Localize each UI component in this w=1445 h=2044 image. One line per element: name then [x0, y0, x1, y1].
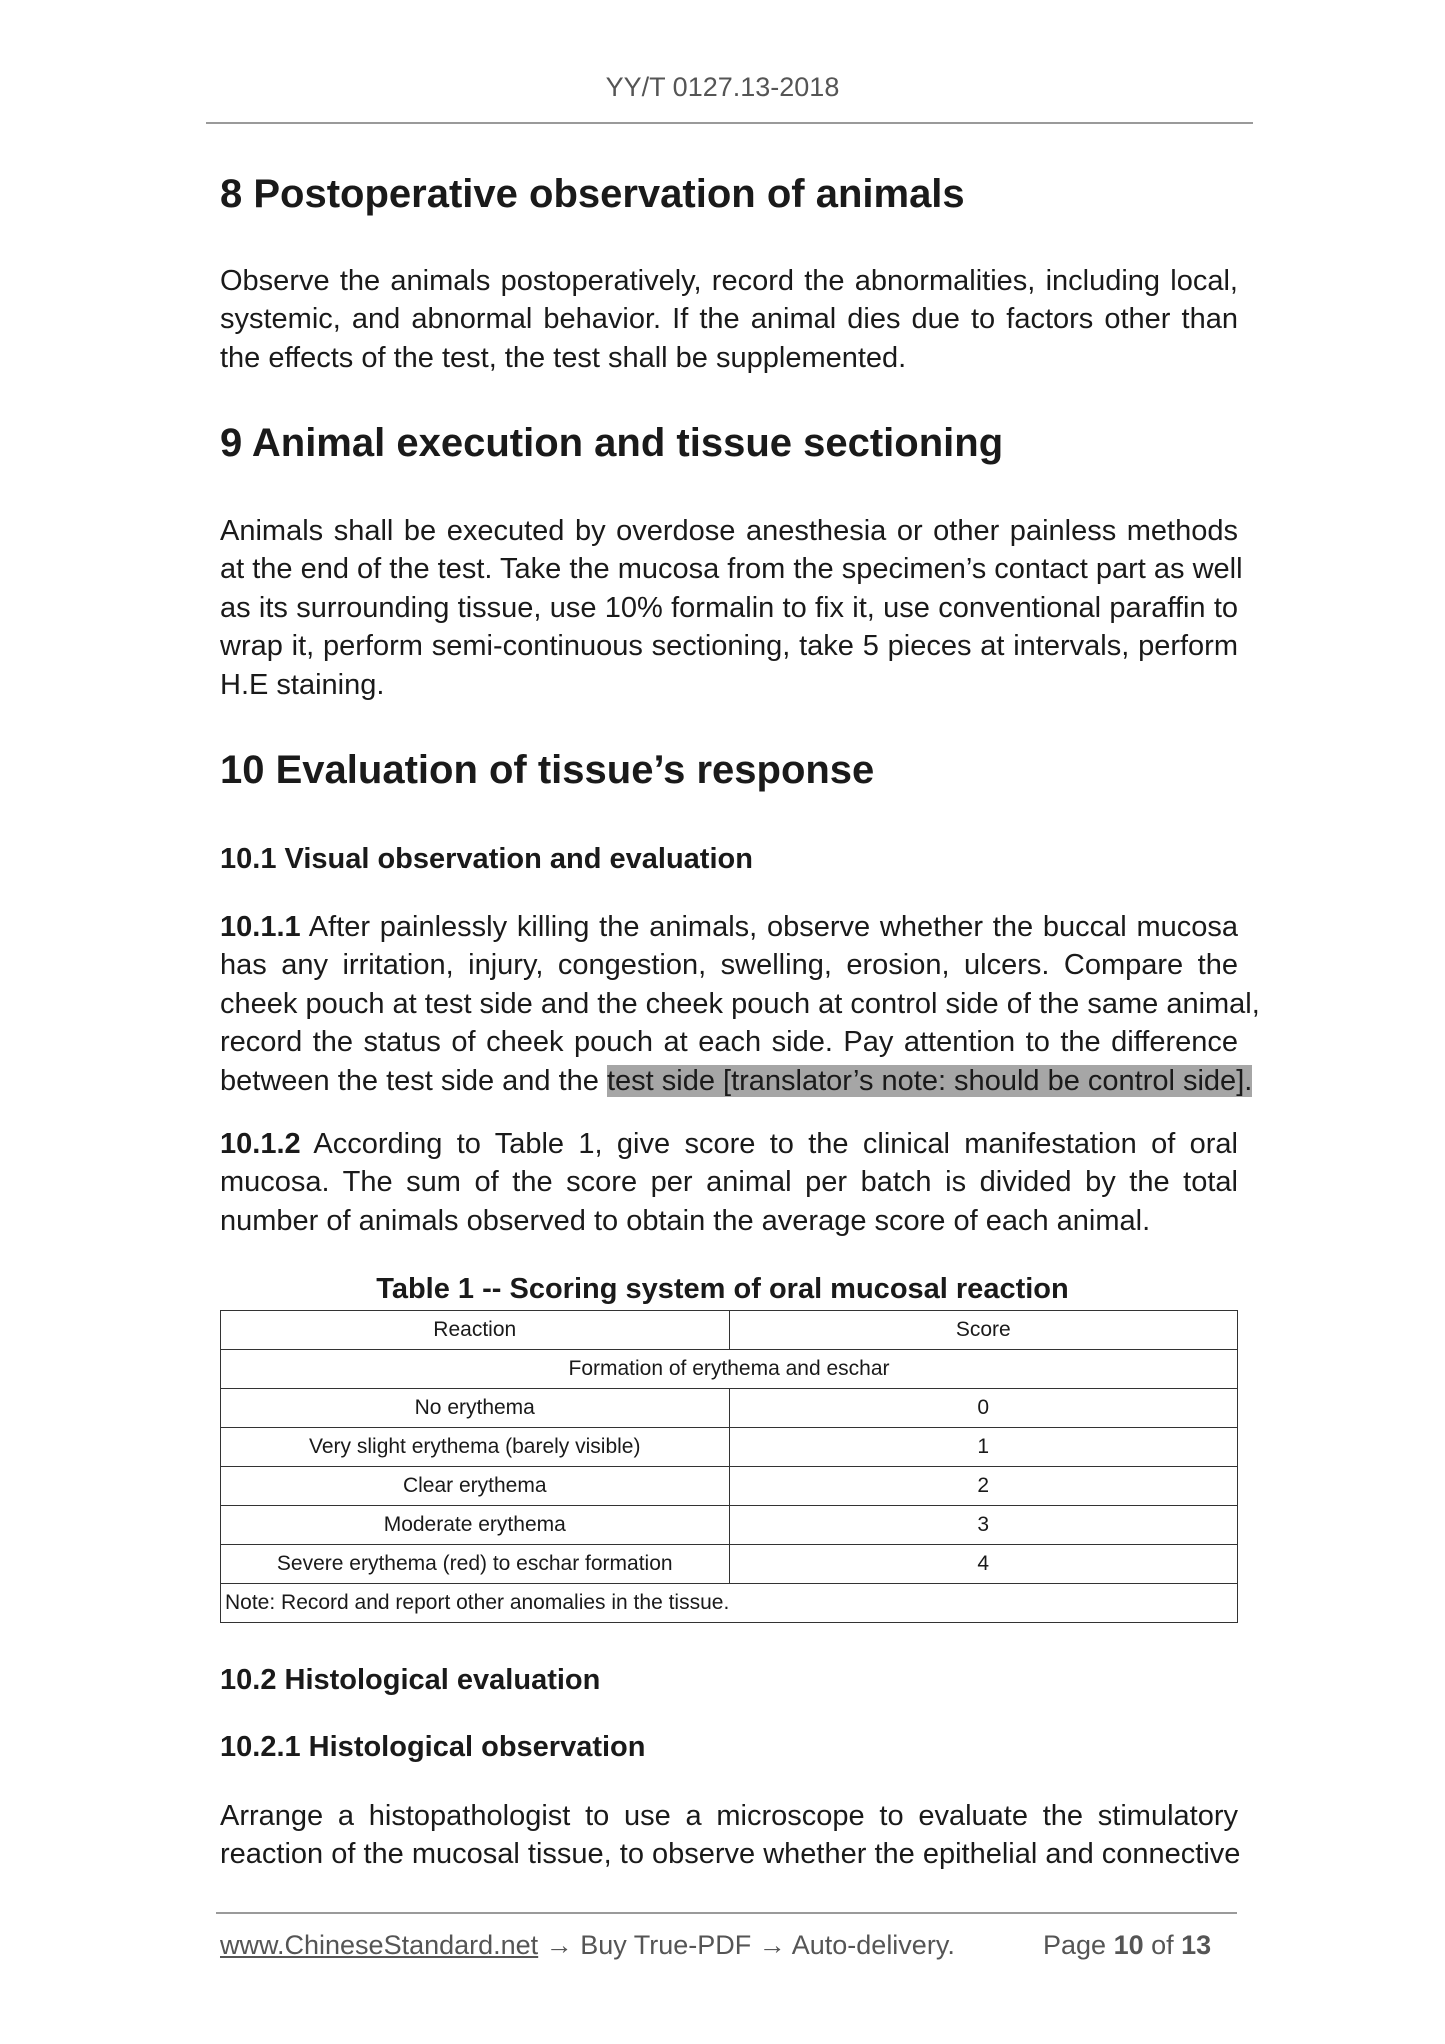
clause-number: 10.1.1 — [220, 911, 301, 943]
header-rule — [206, 122, 1253, 124]
clause-10-2-1 — [220, 1797, 1241, 1874]
text-line: at the end of the test. Take the mucosa from the specimen’s contact part as well — [220, 553, 1243, 586]
text-line: Animals shall be executed by overdose anesthesia or other painless methods — [220, 515, 1238, 547]
of-word: of — [1143, 1930, 1182, 1960]
text-line: record the status of cheek pouch at each side. Pay attention to the difference — [220, 1026, 1238, 1059]
section-9-paragraph — [220, 512, 1243, 704]
text-line: systemic, and abnormal behavior. If the animal dies due to factors other than — [220, 303, 1238, 336]
clause-10-1-2 — [220, 1125, 1238, 1240]
text-line: mucosa. The sum of the score per animal per batch is divided by the total — [220, 1166, 1238, 1199]
text-line: Observe the animals postoperatively, record the abnormalities, including local, — [220, 265, 1238, 297]
text-line: number of animals observed to obtain the average score of each animal. — [220, 1204, 1151, 1237]
reaction-cell: Very slight erythema (barely visible) — [221, 1428, 730, 1467]
text-line: as its surrounding tissue, use 10% formalin to fix it, use conventional paraffin to — [220, 591, 1238, 624]
text-line — [220, 908, 1238, 946]
table-header-row — [221, 1311, 1238, 1350]
footer-link-line — [220, 1930, 955, 1961]
score-cell: 3 — [729, 1506, 1238, 1545]
section-8-paragraph — [220, 262, 1238, 377]
text-run: According to Table 1, give score to the clinical manifestation of oral — [300, 1128, 1238, 1160]
text-line: cheek pouch at test side and the cheek pouch at control side of the same animal, — [220, 987, 1260, 1020]
table-row — [221, 1428, 1238, 1467]
table-row — [221, 1467, 1238, 1506]
clause-10-1-1 — [220, 908, 1260, 1100]
reaction-cell: No erythema — [221, 1389, 730, 1428]
section-10-heading: 10 Evaluation of tissue’s response — [220, 748, 875, 792]
scoring-table — [220, 1310, 1238, 1623]
website-link[interactable]: www.ChineseStandard.net — [220, 1930, 539, 1960]
table-group-row — [221, 1350, 1238, 1389]
column-header-reaction: Reaction — [221, 1311, 730, 1350]
page-indicator — [1043, 1930, 1211, 1961]
table-title: Table 1 -- Scoring system of oral mucosal reaction — [376, 1273, 1069, 1305]
section-9-heading: 9 Animal execution and tissue sectioning — [220, 421, 1004, 465]
reaction-cell: Moderate erythema — [221, 1506, 730, 1545]
highlighted-text: test side [translator’s note: should be control side]. — [606, 1064, 1253, 1097]
section-8-heading: 8 Postoperative observation of animals — [220, 172, 965, 216]
text-line: the effects of the test, the test shall be supplemented. — [220, 341, 907, 374]
table-note: Note: Record and report other anomalies in the tissue. — [221, 1584, 1238, 1623]
text-line: has any irritation, injury, congestion, swelling, erosion, ulcers. Compare the — [220, 949, 1238, 982]
text-line — [220, 1125, 1238, 1163]
table-row — [221, 1389, 1238, 1428]
score-cell: 4 — [729, 1545, 1238, 1584]
section-10-2-1-heading: 10.2.1 Histological observation — [220, 1731, 646, 1763]
reaction-cell: Severe erythema (red) to eschar formation — [221, 1545, 730, 1584]
document-code: YY/T 0127.13-2018 — [605, 72, 840, 102]
section-10-2-heading: 10.2 Histological evaluation — [220, 1664, 601, 1696]
text-line: Arrange a histopathologist to use a microscope to evaluate the stimulatory — [220, 1800, 1238, 1832]
footer-tagline: → Buy True-PDF → Auto-delivery. — [538, 1930, 955, 1960]
reaction-cell: Clear erythema — [221, 1467, 730, 1506]
group-label: Formation of erythema and eschar — [221, 1350, 1238, 1389]
page-total: 13 — [1181, 1930, 1212, 1960]
section-10-1-heading: 10.1 Visual observation and evaluation — [220, 843, 753, 875]
score-cell: 1 — [729, 1428, 1238, 1467]
table-row — [221, 1545, 1238, 1584]
footer-rule — [216, 1912, 1237, 1914]
score-cell: 0 — [729, 1389, 1238, 1428]
text-run: between the test side and the — [220, 1064, 607, 1097]
text-line — [220, 1062, 1253, 1100]
table-note-row — [221, 1584, 1238, 1623]
column-header-score: Score — [729, 1311, 1238, 1350]
text-line: reaction of the mucosal tissue, to observe whether the epithelial and connective — [220, 1838, 1241, 1871]
text-run: After painlessly killing the animals, observe whether the buccal mucosa — [300, 911, 1238, 943]
text-line: wrap it, perform semi-continuous sectioning, take 5 pieces at intervals, perform — [220, 630, 1238, 663]
score-cell: 2 — [729, 1467, 1238, 1506]
page-word: Page — [1043, 1930, 1114, 1960]
text-line: H.E staining. — [220, 668, 385, 701]
clause-number: 10.1.2 — [220, 1128, 301, 1160]
table-row — [221, 1506, 1238, 1545]
page-number: 10 — [1113, 1930, 1144, 1960]
